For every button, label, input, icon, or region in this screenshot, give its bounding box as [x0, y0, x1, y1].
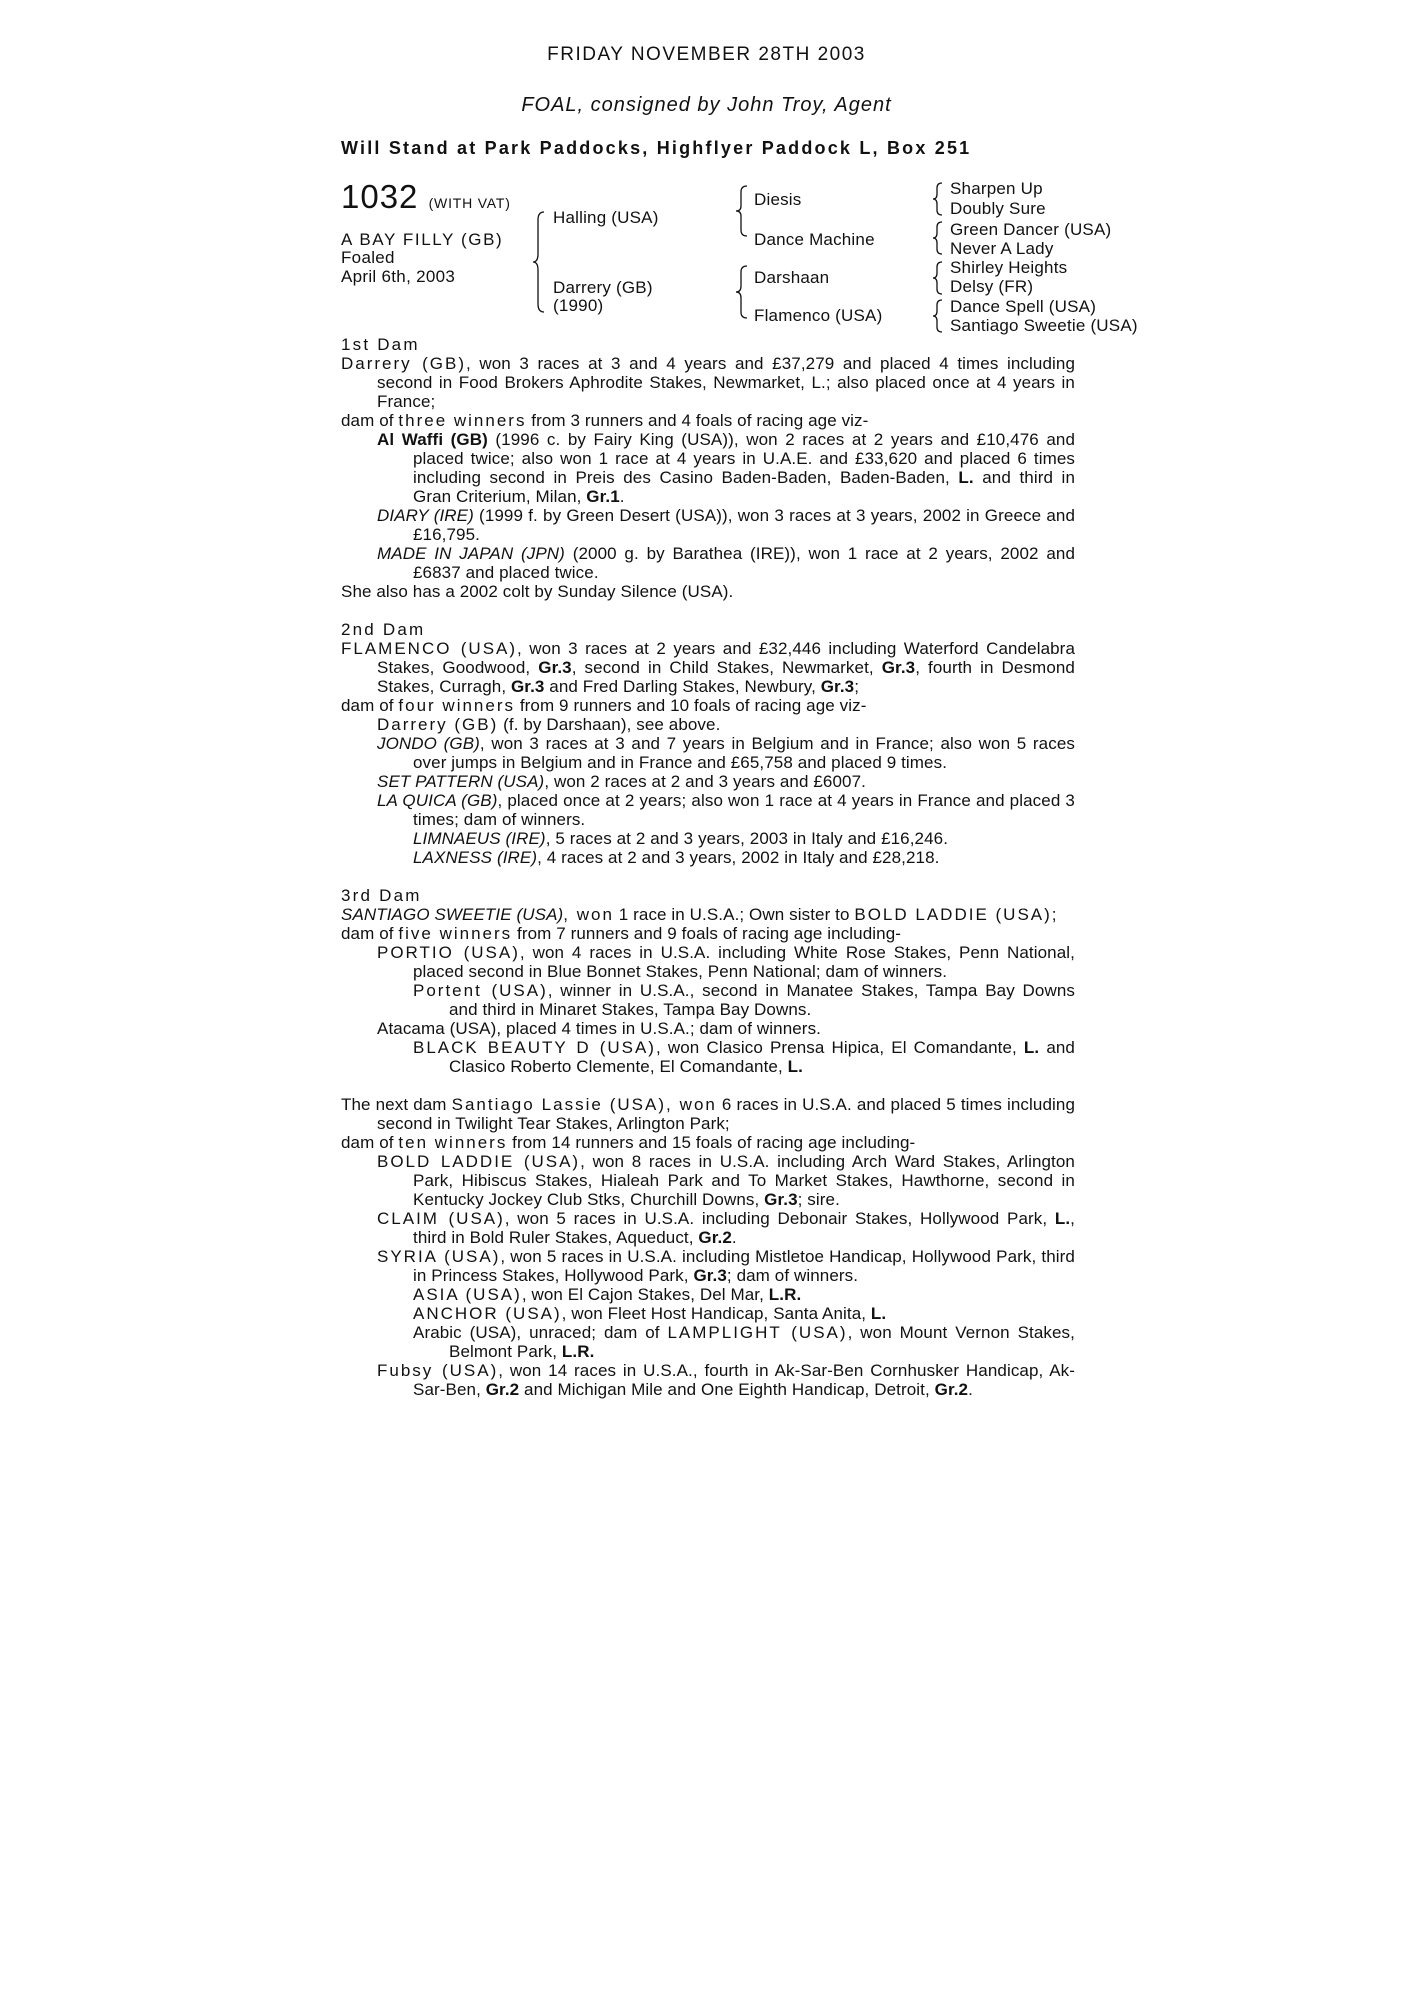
produce-entry [341, 1304, 1075, 1323]
race-record: ; sire. [797, 1190, 840, 1209]
produce-entry [341, 1285, 1075, 1304]
winner-count: five winners [398, 924, 513, 943]
race-record: 1 race in U.S.A.; Own sister to [613, 905, 855, 924]
third-dam-heading: 3rd Dam [341, 886, 422, 905]
third-dam-produce-summary [341, 924, 1075, 943]
sibling-name: BOLD LADDIE (USA) [854, 905, 1052, 924]
listed-badge: L. [787, 1057, 803, 1076]
next-dam-intro [341, 1095, 1075, 1133]
race-record: ; [1051, 905, 1057, 924]
first-dam-name: Darrery (GB) [341, 354, 466, 373]
horse-name: Fubsy (USA) [377, 1361, 499, 1380]
next-dam-label: The next dam [341, 1095, 452, 1114]
dam-of-label: dam of [341, 1133, 399, 1152]
horse-name: PORTIO (USA) [377, 943, 520, 962]
race-record: Arabic (USA), unraced; dam of [413, 1323, 668, 1342]
first-dam-produce-summary [341, 411, 1075, 430]
second-dam-produce-summary [341, 696, 1075, 715]
race-record: and Clasico Roberto Clemente, El Comandante, [449, 1038, 1075, 1076]
race-record: . [731, 1228, 737, 1247]
pedigree-brace-g1 [932, 181, 944, 217]
second-dam-intro [341, 639, 1075, 696]
race-record: , won 4 races in U.S.A. including White Rose Stakes, Penn National, placed second in Blue Bonnet Stakes, Penn National; dam of winners. [413, 943, 1075, 981]
race-record: (f. by Darshaan), see above. [498, 715, 721, 734]
race-record: , 5 races at 2 and 3 years, 2003 in Italy and £16,246. [545, 829, 949, 848]
horse-name: LAMPLIGHT (USA) [667, 1323, 848, 1342]
first-dam-heading: 1st Dam [341, 335, 420, 354]
produce-entry [341, 734, 1075, 772]
horse-name: MADE IN JAPAN (JPN) [377, 544, 565, 563]
produce-entry [341, 829, 1075, 848]
produce-entry [341, 981, 1075, 1019]
pedigree-sire: Halling (USA) [553, 208, 659, 227]
pedigree-brace-g3 [932, 260, 944, 296]
race-record: 6 races in U.S.A. and placed 5 times including second in Twilight Tear Stakes, Arlington Park; [377, 1095, 1075, 1133]
dam-of-label: dam of [341, 411, 399, 430]
pedigree-dam-year: (1990) [553, 296, 604, 315]
horse-name: SYRIA (USA) [377, 1247, 501, 1266]
horse-name: BOLD LADDIE (USA) [377, 1152, 581, 1171]
race-record: . [619, 487, 625, 506]
horse-name: LIMNAEUS (IRE) [413, 829, 546, 848]
horse-name: JONDO (GB) [377, 734, 480, 753]
vat-note: (WITH VAT) [428, 195, 511, 211]
race-record: , placed once at 2 years; also won 1 race at 4 years in France and placed 3 times; dam of winners. [413, 791, 1075, 829]
winner-count: ten winners [398, 1133, 508, 1152]
race-record: , winner in U.S.A., second in Manatee Stakes, Tampa Bay Downs and third in Minaret Stakes, Tampa Bay Downs. [449, 981, 1075, 1019]
first-dam-record: , won 3 races at 3 and 4 years and £37,279 and placed 4 times including second in Food Brokers Aphrodite Stakes, Newmarket, L.; also placed once at 4 years in France; [377, 354, 1075, 411]
produce-entry [341, 943, 1075, 981]
race-record: , won Clasico Prensa Hipica, El Comandante, [655, 1038, 1024, 1057]
next-dam-produce-summary [341, 1133, 1075, 1152]
grade-badge: Gr.3 [764, 1190, 798, 1209]
pedigree-g1: Sharpen Up [950, 179, 1043, 198]
winner-count: three winners [398, 411, 527, 430]
horse-name: LA QUICA (GB) [377, 791, 498, 810]
second-dam-name: FLAMENCO (USA) [341, 639, 518, 658]
lot-number: 1032 [341, 178, 419, 215]
produce-entry [341, 1209, 1075, 1247]
pedigree-dam-dam: Flamenco (USA) [754, 306, 883, 325]
produce-entry [341, 430, 1075, 506]
race-record: , won 2 races at 2 and 3 years and £6007. [544, 772, 866, 791]
pedigree-brace-parents [532, 210, 546, 314]
horse-name: BLACK BEAUTY D (USA) [413, 1038, 656, 1057]
race-record: . [968, 1380, 973, 1399]
listed-badge: L.R. [561, 1342, 595, 1361]
race-record: , 4 races at 2 and 3 years, 2002 in Italy and £28,218. [537, 848, 940, 867]
produce-entry [341, 791, 1075, 829]
race-record: , third in Bold Ruler Stakes, Aqueduct, [413, 1209, 1075, 1247]
race-record: , won [563, 905, 614, 924]
pedigree-dam: Darrery (GB) [553, 278, 653, 297]
race-record: and third in Gran Criterium, Milan, [413, 468, 1075, 506]
race-record: , fourth in Desmond Stakes, Curragh, [377, 658, 1075, 696]
grade-badge: Gr.2 [934, 1380, 969, 1399]
horse-name: Darrery (GB) [377, 715, 499, 734]
stand-location: Will Stand at Park Paddocks, Highflyer Paddock L, Box 251 [341, 138, 972, 158]
pedigree-g5: Shirley Heights [950, 258, 1068, 277]
foaled-label: Foaled [341, 248, 395, 267]
race-record: ; dam of winners. [726, 1266, 859, 1285]
pedigree-brace-sire-line [735, 184, 749, 238]
pedigree-brace-g4 [932, 298, 944, 334]
pedigree-g2: Doubly Sure [950, 199, 1046, 218]
race-record: (1999 f. by Green Desert (USA)), won 3 races at 3 years, 2002 in Greece and £16,795. [413, 506, 1075, 544]
consignment-line: FOAL, consigned by John Troy, Agent [521, 94, 892, 116]
race-record: and Fred Darling Stakes, Newbury, [544, 677, 821, 696]
listed-badge: L. [958, 468, 974, 487]
produce-entry [341, 848, 1075, 867]
horse-name: LAXNESS (IRE) [413, 848, 538, 867]
grade-badge: Gr.3 [693, 1266, 727, 1285]
pedigree-sire-dam: Dance Machine [754, 230, 875, 249]
race-record: , second in Child Stakes, Newmarket, [571, 658, 882, 677]
horse-name: SET PATTERN (USA) [377, 772, 545, 791]
horse-name: ASIA (USA) [413, 1285, 522, 1304]
runner-summary: from 3 runners and 4 foals of racing age viz- [526, 411, 869, 430]
second-dam-heading: 2nd Dam [341, 620, 426, 639]
sale-date: FRIDAY NOVEMBER 28TH 2003 [547, 44, 866, 65]
race-record: ; [854, 677, 860, 696]
listed-badge: L. [1023, 1038, 1040, 1057]
third-dam-intro [341, 905, 1075, 924]
also-has-note: She also has a 2002 colt by Sunday Silence (USA). [341, 582, 734, 601]
horse-name: ANCHOR (USA) [413, 1304, 562, 1323]
pedigree-g4: Never A Lady [950, 239, 1054, 258]
race-record: , won 3 races at 2 years and £32,446 including Waterford Candelabra Stakes, Goodwood, [377, 639, 1075, 677]
race-record: , won 14 races in U.S.A., fourth in Ak-Sar-Ben Cornhusker Handicap, Ak-Sar-Ben, [413, 1361, 1075, 1399]
produce-entry [341, 772, 1075, 791]
grade-badge: Gr.2 [485, 1380, 520, 1399]
race-record: (2000 g. by Barathea (IRE)), won 1 race at 2 years, 2002 and £6837 and placed twice. [413, 544, 1075, 582]
dam-of-label: dam of [341, 696, 399, 715]
pedigree-dam-sire: Darshaan [754, 268, 830, 287]
race-record: , won Fleet Host Handicap, Santa Anita, [561, 1304, 871, 1323]
produce-entry [341, 1038, 1075, 1076]
foaled-date: April 6th, 2003 [341, 267, 456, 286]
race-record: , won 3 races at 3 and 7 years in Belgium and in France; also won 5 races over jumps in Belgium and in France and £65,758 and placed 9 times. [413, 734, 1075, 772]
produce-entry [341, 1152, 1075, 1209]
produce-entry [341, 1247, 1075, 1285]
listed-badge: L.R. [768, 1285, 802, 1304]
horse-name: CLAIM (USA) [377, 1209, 505, 1228]
lot-description: A BAY FILLY (GB) [341, 230, 504, 249]
produce-entry [341, 1323, 1075, 1361]
grade-badge: Gr.2 [698, 1228, 732, 1247]
pedigree-g3: Green Dancer (USA) [950, 220, 1112, 239]
produce-entry [341, 1361, 1075, 1399]
pedigree-g6: Delsy (FR) [950, 277, 1034, 296]
listed-badge: L. [870, 1304, 887, 1323]
next-dam-name: Santiago Lassie (USA) [451, 1095, 667, 1114]
pedigree-g7: Dance Spell (USA) [950, 297, 1097, 316]
race-record: , won 8 races in U.S.A. including Arch Ward Stakes, Arlington Park, Hibiscus Stakes, Hialeah Park and To Market Stakes, Hawthorne, second in Kentucky Jockey Club Stks, Churchill Downs, [413, 1152, 1075, 1209]
first-dam-intro [341, 354, 1075, 411]
lot-heading [341, 178, 511, 216]
horse-name: Portent (USA) [413, 981, 548, 1000]
produce-entry [341, 506, 1075, 544]
race-record: , won 5 races in U.S.A. including Mistletoe Handicap, Hollywood Park, third in Princess Stakes, Hollywood Park, [413, 1247, 1075, 1285]
winner-count: four winners [398, 696, 516, 715]
race-record: , won [666, 1095, 717, 1114]
grade-badge: Gr.3 [538, 658, 572, 677]
pedigree-g8: Santiago Sweetie (USA) [950, 316, 1138, 335]
horse-name: Al Waffi (GB) [377, 430, 488, 449]
grade-badge: Gr.3 [510, 677, 545, 696]
race-record: , won El Cajon Stakes, Del Mar, [521, 1285, 769, 1304]
produce-entry [341, 715, 1075, 734]
grade-badge: Gr.3 [881, 658, 916, 677]
horse-name: DIARY (IRE) [377, 506, 474, 525]
pedigree-brace-g2 [932, 220, 944, 256]
runner-summary: from 7 runners and 9 foals of racing age including- [512, 924, 902, 943]
pedigree-sire-sire: Diesis [754, 190, 802, 209]
produce-entry [341, 544, 1075, 582]
runner-summary: from 14 runners and 15 foals of racing age including- [507, 1133, 916, 1152]
grade-badge: Gr.1 [586, 487, 620, 506]
race-record: and Michigan Mile and One Eighth Handicap, Detroit, [519, 1380, 935, 1399]
listed-badge: L. [1054, 1209, 1071, 1228]
race-record: (1996 c. by Fairy King (USA)), won 2 races at 2 years and £10,476 and placed twice; also won 1 race at 4 years in U.A.E. and £33,620 and placed 6 times including second in Preis des Casino Baden-Baden, Baden-Baden, [413, 430, 1075, 487]
grade-badge: Gr.3 [820, 677, 855, 696]
produce-record [341, 335, 1075, 1399]
race-record: , won Mount Vernon Stakes, Belmont Park, [449, 1323, 1075, 1361]
third-dam-name: SANTIAGO SWEETIE (USA) [341, 905, 564, 924]
dam-of-label: dam of [341, 924, 399, 943]
race-record: , won 5 races in U.S.A. including Debonair Stakes, Hollywood Park, [504, 1209, 1055, 1228]
runner-summary: from 9 runners and 10 foals of racing age viz- [515, 696, 867, 715]
pedigree-brace-dam-line [735, 264, 749, 320]
produce-entry: Atacama (USA), placed 4 times in U.S.A.; dam of winners. [377, 1019, 821, 1038]
